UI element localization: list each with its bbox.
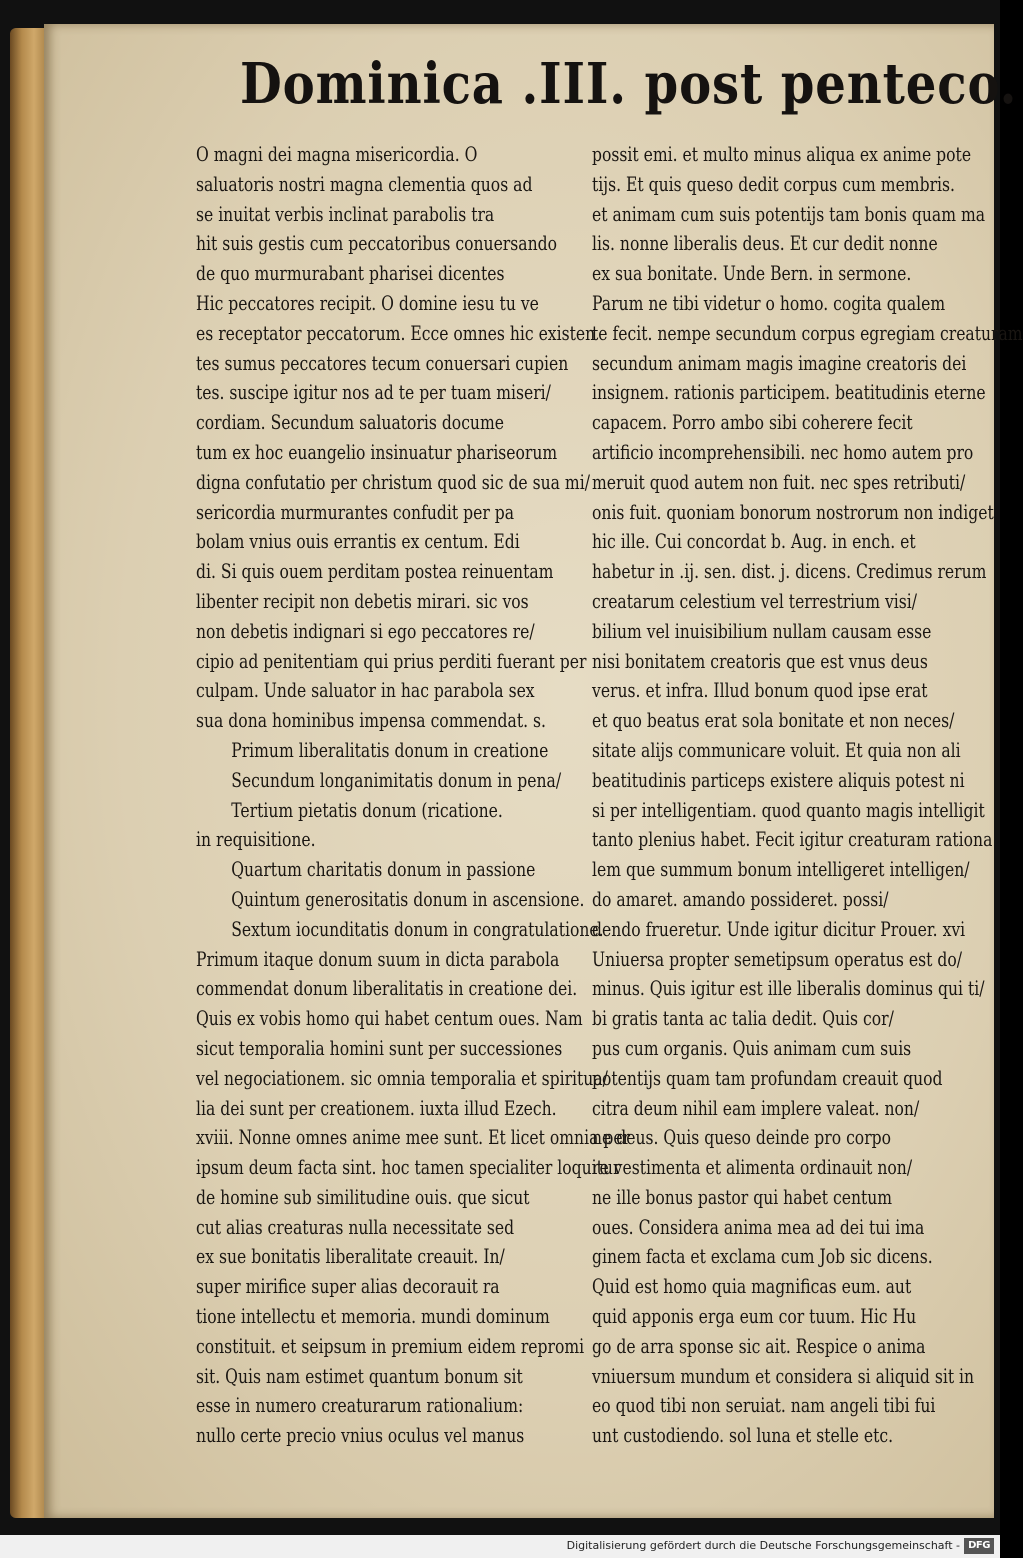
text-line: non debetis indignari si ego peccatores re/ xyxy=(196,619,535,643)
text-line: Parum ne tibi videtur o homo. cogita qualem xyxy=(592,291,946,315)
text-line: O magni dei magna misericordia. O xyxy=(196,143,478,166)
text-line: saluatoris nostri magna clementia quos ad xyxy=(196,172,533,196)
text-line: ex sua bonitate. Unde Bern. in sermone. xyxy=(592,262,912,286)
text-line: lem que summum bonum intelligeret intelligen/ xyxy=(592,858,970,882)
text-line: sitate alijs communicare voluit. Et quia non ali xyxy=(592,738,961,762)
text-line: hic ille. Cui concordat b. Aug. in ench. et xyxy=(592,530,916,554)
text-line: Uniuersa propter semetipsum operatus est do/ xyxy=(592,947,962,971)
text-line: re vestimenta et alimenta ordinauit non/ xyxy=(592,1156,913,1180)
text-line: tanto plenius habet. Fecit igitur creaturam rationa xyxy=(592,828,993,852)
text-line: di. Si quis ouem perditam postea reinuentam xyxy=(196,560,554,584)
text-line: ipsum deum facta sint. hoc tamen specialiter loquitur xyxy=(196,1156,621,1180)
text-line: habetur in .ij. sen. dist. j. dicens. Credimus rerum xyxy=(592,560,987,584)
text-line: de homine sub similitudine ouis. que sicut xyxy=(196,1185,530,1209)
text-line: tum ex hoc euangelio insinuatur phariseorum xyxy=(196,440,558,464)
text-line: se inuitat verbis inclinat parabolis tra xyxy=(196,202,495,226)
text-line: commendat donum liberalitatis in creatione dei. xyxy=(196,977,578,1001)
text-line: verus. et infra. Illud bonum quod ipse erat xyxy=(592,679,928,703)
text-line: tes sumus peccatores tecum conuersari cupien xyxy=(196,351,569,375)
text-line: pus cum organis. Quis animam cum suis xyxy=(592,1036,912,1060)
text-line: si per intelligentiam. quod quanto magis intelligit xyxy=(592,798,985,822)
text-line: te fecit. nempe secundum corpus egregiam creaturam xyxy=(592,321,1023,345)
text-line: oues. Considera anima mea ad dei tui ima xyxy=(592,1215,925,1239)
text-line: onis fuit. quoniam bonorum nostrorum non indiget xyxy=(592,500,994,524)
text-line: creatarum celestium vel terrestrium visi/ xyxy=(592,589,918,613)
text-line: sit. Quis nam estimet quantum bonum sit xyxy=(196,1364,523,1388)
text-line: in requisitione. xyxy=(196,828,316,852)
text-line: Quis ex vobis homo qui habet centum oues. Nam xyxy=(196,1007,583,1031)
text-line: culpam. Unde saluator in hac parabola sex xyxy=(196,679,535,703)
text-line: Sextum iocunditatis donum in congratulatione. xyxy=(231,917,604,941)
text-line: ginem facta et exclama cum Job sic dicens. xyxy=(592,1245,933,1269)
text-line: Primum itaque donum suum in dicta parabola xyxy=(196,947,560,971)
text-line: eo quod tibi non seruiat. nam angeli tibi fui xyxy=(592,1394,936,1418)
text-line: Tertium pietatis donum (ricatione. xyxy=(231,798,503,822)
text-line: constituit. et seipsum in premium eidem repromi xyxy=(196,1334,585,1358)
text-line: sua dona hominibus impensa commendat. s. xyxy=(196,709,546,733)
text-line: sericordia murmurantes confudit per pa xyxy=(196,500,515,524)
text-line: et quo beatus erat sola bonitate et non neces/ xyxy=(592,709,955,733)
text-line: et animam cum suis potentijs tam bonis quam ma xyxy=(592,202,986,226)
text-line: tes. suscipe igitur nos ad te per tuam miseri/ xyxy=(196,381,551,405)
text-line: sicut temporalia homini sunt per successiones xyxy=(196,1036,563,1060)
text-line: de quo murmurabant pharisei dicentes xyxy=(196,262,505,286)
text-line: lis. nonne liberalis deus. Et cur dedit nonne xyxy=(592,232,938,256)
text-line: tione intellectu et memoria. mundi dominum xyxy=(196,1305,550,1329)
text-line: vel negociationem. sic omnia temporalia et spiritua/ xyxy=(196,1066,608,1090)
text-line: minus. Quis igitur est ille liberalis dominus qui ti/ xyxy=(592,977,985,1001)
dfg-logo: DFG xyxy=(964,1538,994,1554)
text-line: cordiam. Secundum saluatoris docume xyxy=(196,411,505,435)
text-line: super mirifice super alias decorauit ra xyxy=(196,1275,500,1299)
text-line: Quartum charitatis donum in passione xyxy=(231,858,536,882)
text-line: meruit quod autem non fuit. nec spes retributi/ xyxy=(592,470,966,494)
text-line: unt custodiendo. sol luna et stelle etc. xyxy=(592,1424,894,1448)
text-line: ne ille bonus pastor qui habet centum xyxy=(592,1185,893,1209)
text-line: Primum liberalitatis donum in creatione xyxy=(231,738,549,762)
text-line: vniuersum mundum et considera si aliquid sit in xyxy=(592,1364,975,1388)
text-line: Quintum generositatis donum in ascensione. xyxy=(231,887,585,911)
text-line: Hic peccatores recipit. O domine iesu tu ve xyxy=(196,291,539,315)
text-line: ne deus. Quis queso deinde pro corpo xyxy=(592,1126,892,1150)
text-line: insignem. rationis participem. beatitudinis eterne xyxy=(592,381,986,405)
footer-bar xyxy=(0,1535,1000,1558)
left-text-column xyxy=(196,140,631,1451)
text-line: bi gratis tanta ac talia dedit. Quis cor/ xyxy=(592,1007,894,1031)
text-line: capacem. Porro ambo sibi coherere fecit xyxy=(592,411,913,435)
text-line: potentijs quam tam profundam creauit quod xyxy=(592,1066,943,1090)
text-line: xviii. Nonne omnes anime mee sunt. Et licet omnia per xyxy=(196,1126,631,1150)
text-line: cipio ad penitentiam qui prius perditi fuerant per xyxy=(196,649,587,673)
text-line: beatitudinis particeps existere aliquis potest ni xyxy=(592,768,965,792)
text-line: esse in numero creaturarum rationalium: xyxy=(196,1394,524,1418)
text-line: cut alias creaturas nulla necessitate sed xyxy=(196,1215,515,1239)
text-line: quid apponis erga eum cor tuum. Hic Hu xyxy=(592,1305,917,1329)
text-line: do amaret. amando possideret. possi/ xyxy=(592,887,889,911)
text-line: lia dei sunt per creationem. iuxta illud Ezech. xyxy=(196,1096,557,1120)
text-line: bilium vel inuisibilium nullam causam esse xyxy=(592,619,932,643)
text-line: dendo frueretur. Unde igitur dicitur Prouer. xvi xyxy=(592,917,966,941)
text-line: es receptator peccatorum. Ecce omnes hic existen xyxy=(196,321,596,345)
text-line: libenter recipit non debetis mirari. sic vos xyxy=(196,589,529,613)
text-line: secundum animam magis imagine creatoris dei xyxy=(592,351,967,375)
right-text-column xyxy=(592,140,1023,1451)
text-line: tijs. Et quis queso dedit corpus cum membris. xyxy=(592,172,955,196)
text-line: bolam vnius ouis errantis ex centum. Edi xyxy=(196,530,520,554)
text-line: ex sue bonitatis liberalitate creauit. In/ xyxy=(196,1245,505,1269)
funding-credit: Digitalisierung gefördert durch die Deutsche Forschungsgemeinschaft - xyxy=(566,1539,960,1552)
text-line: Quid est homo quia magnificas eum. aut xyxy=(592,1275,912,1299)
text-line: possit emi. et multo minus aliqua ex anime pote xyxy=(592,143,972,166)
text-line: nullo certe precio vnius oculus vel manus xyxy=(196,1424,525,1448)
text-line: hit suis gestis cum peccatoribus conuersando xyxy=(196,232,557,256)
text-line: Secundum longanimitatis donum in pena/ xyxy=(231,768,562,792)
text-line: go de arra sponse sic ait. Respice o anima xyxy=(592,1334,926,1358)
running-title: Dominica .III. post penteco. xyxy=(240,51,1018,117)
text-line: nisi bonitatem creatoris que est vnus deus xyxy=(592,649,928,673)
text-line: citra deum nihil eam implere valeat. non/ xyxy=(592,1096,920,1120)
text-line: artificio incomprehensibili. nec homo autem pro xyxy=(592,440,974,464)
text-line: digna confutatio per christum quod sic de sua mi/ xyxy=(196,470,590,494)
